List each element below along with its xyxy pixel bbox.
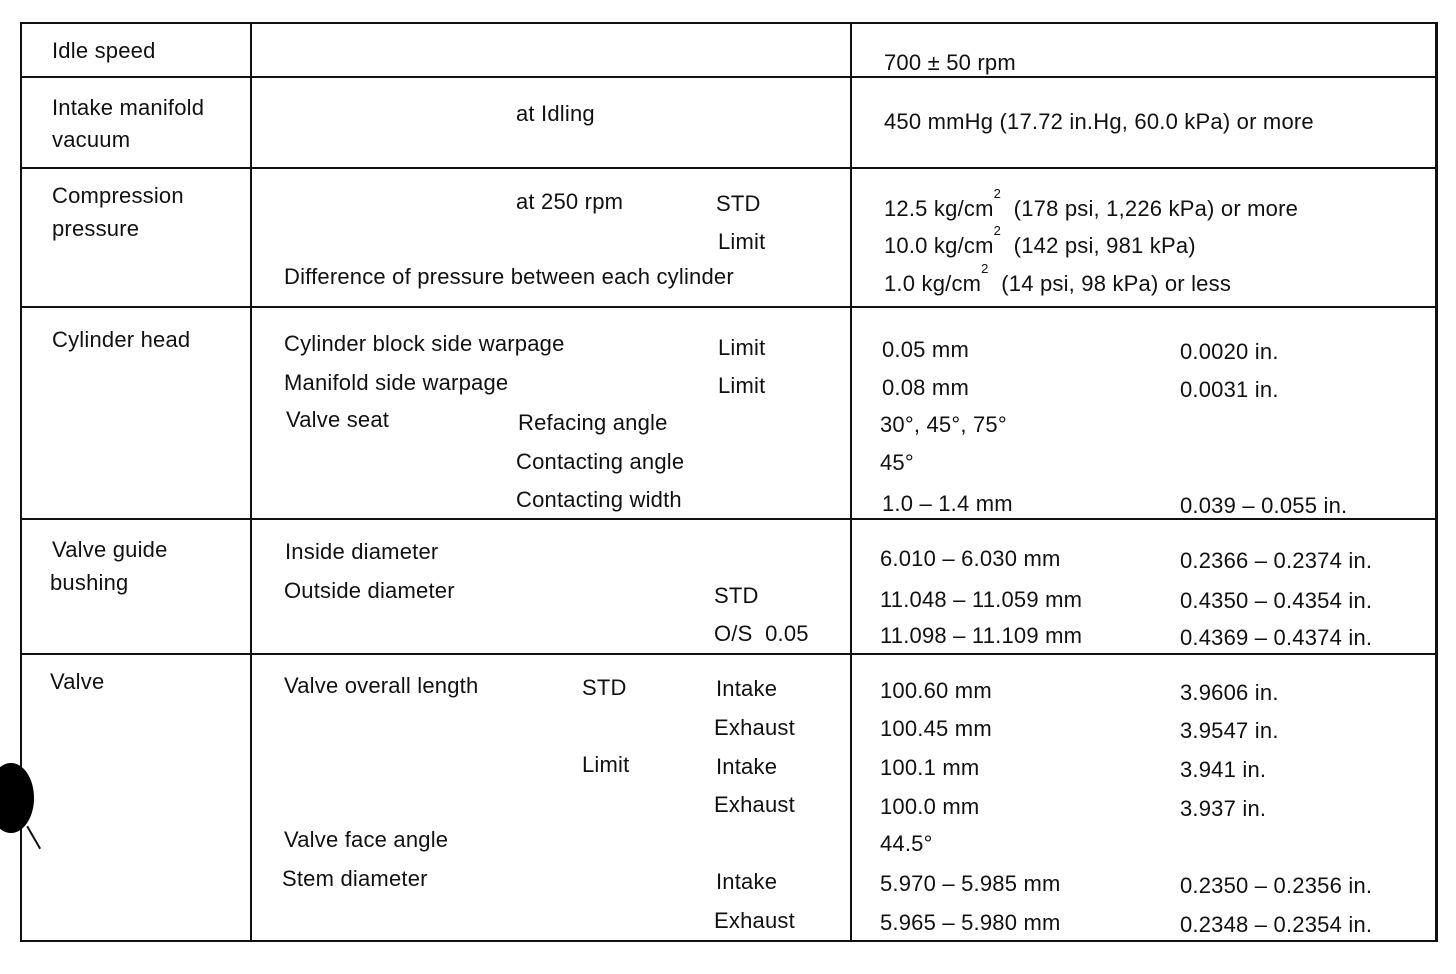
intake-vacuum-value: 450 mmHg (17.72 in.Hg, 60.0 kPa) or more xyxy=(884,109,1314,134)
outside-os-mm: 11.098 – 11.109 mm xyxy=(880,623,1083,648)
stem-intake: Intake xyxy=(716,869,778,894)
valve-limit-exhaust: Exhaust xyxy=(714,792,795,817)
valve-guide-label-line1: Valve guide xyxy=(52,537,168,562)
outside-std-in: 0.4350 – 0.4354 in. xyxy=(1180,588,1373,613)
valve-face-angle-value: 44.5° xyxy=(880,831,933,856)
cylinder-head-label: Cylinder head xyxy=(52,327,191,352)
stem-exhaust: Exhaust xyxy=(714,908,795,933)
valve-std-intake: Intake xyxy=(716,676,778,701)
valve-limit: Limit xyxy=(582,752,630,777)
compression-difference: Difference of pressure between each cylinder xyxy=(284,264,734,289)
valve-seat-label: Valve seat xyxy=(286,407,390,432)
block-warpage-label: Cylinder block side warpage xyxy=(284,331,565,356)
idle-speed-value: 700 ± 50 rpm xyxy=(884,50,1016,75)
idle-speed-label: Idle speed xyxy=(52,38,156,63)
valve-std-exhaust-mm: 100.45 mm xyxy=(880,716,992,741)
valve-label: Valve xyxy=(50,669,105,694)
valve-std-exhaust-in: 3.9547 in. xyxy=(1180,718,1279,743)
refacing-angle-value: 30°, 45°, 75° xyxy=(880,412,1007,437)
valve-limit-intake-mm: 100.1 mm xyxy=(880,755,980,780)
valve-limit-intake-in: 3.941 in. xyxy=(1180,757,1267,782)
valve-guide-label-line2: bushing xyxy=(50,570,129,595)
block-warpage-in: 0.0020 in. xyxy=(1180,339,1279,364)
refacing-angle-label: Refacing angle xyxy=(518,410,668,435)
row-divider xyxy=(20,167,1438,169)
contacting-width-label: Contacting width xyxy=(516,487,682,512)
valve-limit-exhaust-in: 3.937 in. xyxy=(1180,796,1267,821)
inside-diameter-in: 0.2366 – 0.2374 in. xyxy=(1180,548,1373,573)
block-warpage-mm: 0.05 mm xyxy=(882,337,969,362)
valve-face-angle-label: Valve face angle xyxy=(284,827,449,852)
column-divider-label xyxy=(250,22,252,942)
row-divider xyxy=(20,653,1438,655)
compression-std-value: 12.5 $kg/cm^2$ (178 psi, 1,226 kPa) or more xyxy=(884,186,1299,221)
compression-limit-value: 10.0 $kg/cm^2$ (142 psi, 981 kPa) xyxy=(884,223,1196,258)
stem-intake-mm: 5.970 – 5.985 mm xyxy=(880,871,1061,896)
manifold-warpage-in: 0.0031 in. xyxy=(1180,377,1279,402)
stem-exhaust-mm: 5.965 – 5.980 mm xyxy=(880,910,1061,935)
compression-label-line1: Compression xyxy=(52,183,184,208)
row-divider xyxy=(20,306,1438,308)
compression-difference-value: 1.0 $kg/cm^2$ (14 psi, 98 kPa) or less xyxy=(884,261,1232,296)
valve-std-intake-in: 3.9606 in. xyxy=(1180,680,1279,705)
block-warpage-limit: Limit xyxy=(718,335,766,360)
compression-label-line2: pressure xyxy=(52,216,140,241)
intake-vacuum-label-line1: Intake manifold xyxy=(52,95,205,120)
outside-std-mm: 11.048 – 11.059 mm xyxy=(880,587,1083,612)
outside-os: O/S 0.05 xyxy=(714,621,809,646)
stem-intake-in: 0.2350 – 0.2356 in. xyxy=(1180,873,1373,898)
contacting-width-mm: 1.0 – 1.4 mm xyxy=(882,491,1013,516)
contacting-angle-value: 45° xyxy=(880,450,914,475)
column-divider-value xyxy=(850,22,852,942)
contacting-angle-label: Contacting angle xyxy=(516,449,685,474)
inside-diameter-mm: 6.010 – 6.030 mm xyxy=(880,546,1061,571)
intake-vacuum-condition: at Idling xyxy=(516,101,595,126)
compression-std: STD xyxy=(716,191,761,216)
manifold-warpage-label: Manifold side warpage xyxy=(284,370,509,395)
manifold-warpage-mm: 0.08 mm xyxy=(882,375,969,400)
outside-os-in: 0.4369 – 0.4374 in. xyxy=(1180,625,1373,650)
stem-exhaust-in: 0.2348 – 0.2354 in. xyxy=(1180,912,1373,937)
manifold-warpage-limit: Limit xyxy=(718,373,766,398)
compression-rpm: at 250 rpm xyxy=(516,189,624,214)
valve-std-exhaust: Exhaust xyxy=(714,715,795,740)
valve-std-intake-mm: 100.60 mm xyxy=(880,678,992,703)
stem-diameter-label: Stem diameter xyxy=(282,866,428,891)
valve-overall-length-label: Valve overall length xyxy=(284,673,479,698)
valve-std: STD xyxy=(582,675,627,700)
compression-limit: Limit xyxy=(718,229,766,254)
contacting-width-in: 0.039 – 0.055 in. xyxy=(1180,493,1348,518)
outside-diameter-label: Outside diameter xyxy=(284,578,455,603)
outside-std: STD xyxy=(714,583,759,608)
inside-diameter-label: Inside diameter xyxy=(285,539,439,564)
valve-limit-intake: Intake xyxy=(716,754,778,779)
valve-limit-exhaust-mm: 100.0 mm xyxy=(880,794,980,819)
intake-vacuum-label-line2: vacuum xyxy=(52,127,131,152)
row-divider xyxy=(20,76,1438,78)
